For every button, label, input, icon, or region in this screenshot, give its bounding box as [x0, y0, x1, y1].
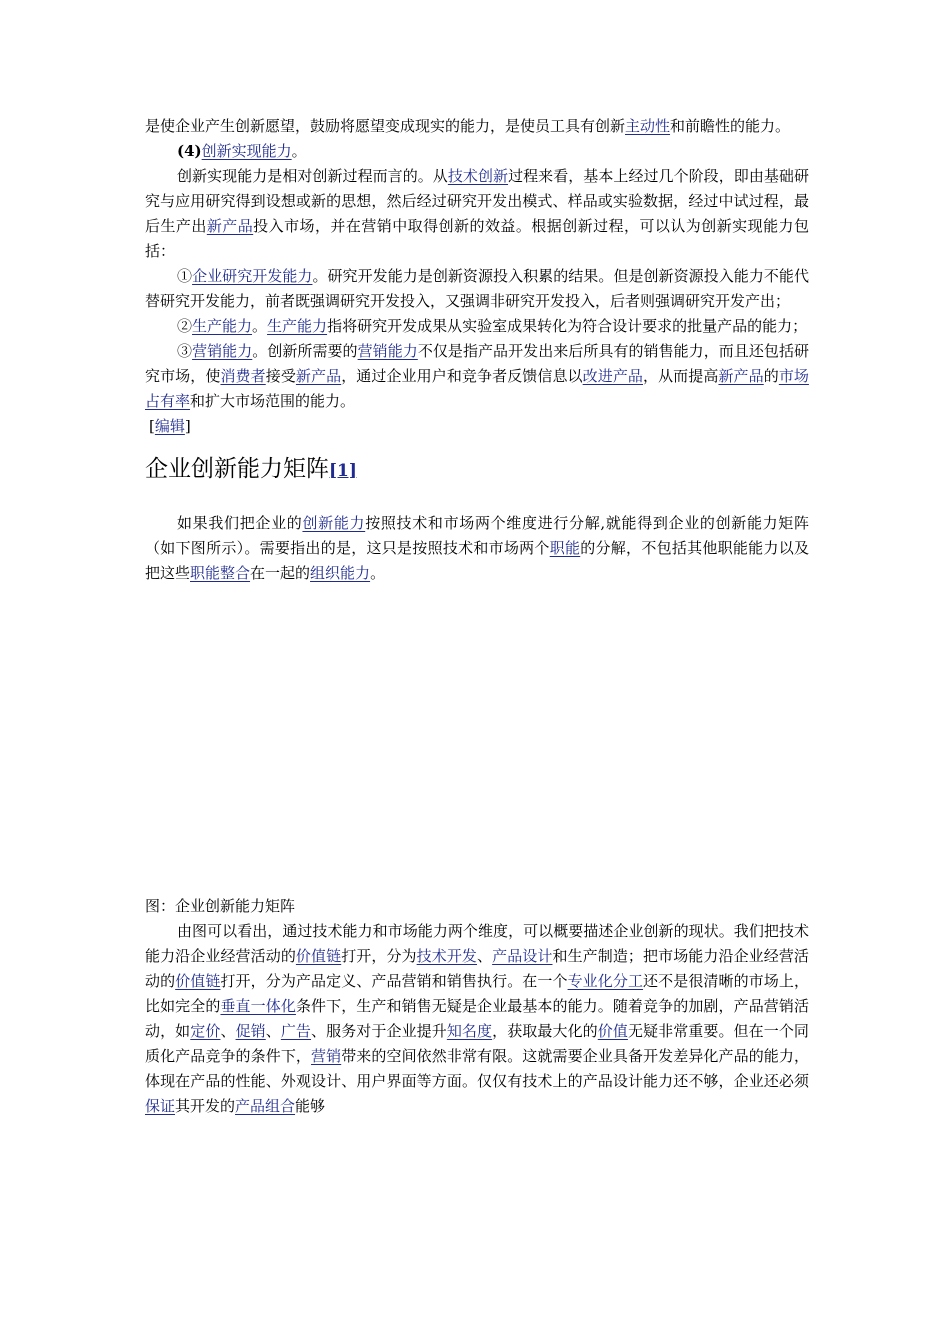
list-item-rd [145, 264, 809, 314]
link-market-share[interactable]: 市场占有率 [145, 367, 809, 410]
bracket: ] [184, 417, 191, 435]
text: 是使企业产生创新愿望，鼓励将愿望变成现实的能力，是使员工具有创新 [145, 117, 626, 135]
link-marketing-capability-2[interactable]: 营销能力 [357, 342, 418, 360]
text: 。 [252, 317, 268, 335]
text: 。创新所需要的 [252, 342, 358, 360]
link-innovation-capability[interactable]: 创新能力 [302, 514, 366, 532]
text: 如果我们把企业的 [177, 514, 303, 532]
text: 打开，分为 [341, 947, 417, 965]
text: 、 [477, 947, 493, 965]
text: 和扩大市场范围的能力。 [190, 392, 356, 410]
text: 其开发的 [175, 1097, 236, 1115]
text: 。 [291, 142, 307, 160]
text: 投入市场，并在营销中取得创新的效益。根据创新过程，可以认为创新实现能力包括： [145, 217, 809, 260]
edit-link[interactable]: 编辑 [154, 417, 185, 435]
text: ，从而提高 [643, 367, 719, 385]
link-improve-product[interactable]: 改进产品 [582, 367, 643, 385]
subheading-innovation-realization [145, 139, 809, 164]
paragraph-intro-tail [145, 114, 809, 139]
text: 带来的空间依然非常有限。这就需要企业具备开发差异化产品的能力，体现在产品的性能、外观设计、用户界面等方面。仅仅有技术上的产品设计能力还不够，企业还必须 [145, 1047, 809, 1090]
text: ，通过企业用户和竞争者反馈信息以 [341, 367, 583, 385]
text: 创新实现能力是相对创新过程而言的。从 [177, 167, 448, 185]
text: 的 [763, 367, 779, 385]
link-new-product-2[interactable]: 新产品 [295, 367, 342, 385]
text: 和前瞻性的能力。 [670, 117, 791, 135]
text: 、服务对于企业提升 [311, 1022, 447, 1040]
link-promotion[interactable]: 促销 [235, 1022, 266, 1040]
link-initiative[interactable]: 主动性 [625, 117, 671, 135]
list-marker: ② [177, 317, 193, 335]
text: 、 [265, 1022, 281, 1040]
edit-section-link [145, 414, 809, 439]
link-vertical-integration[interactable]: 垂直一体化 [220, 997, 296, 1015]
link-marketing[interactable]: 营销 [311, 1047, 342, 1065]
text: 。研究开发能力是创新资源投入积累的结果。但是创新资源投入能力不能代替研究开发能力，前者既强调研究开发投入，又强调非研究开发投入，后者则强调研究开发产出； [145, 267, 809, 310]
link-organization-capability[interactable]: 组织能力 [310, 564, 371, 582]
text: 条件下，生产和销售无疑是企业最基本的能力。随着竞争的加剧，产品营销活动，如 [145, 997, 809, 1040]
list-item-production [145, 314, 809, 339]
text: 还不是很清晰的市场上，比如完全的 [145, 972, 809, 1015]
link-function[interactable]: 职能 [549, 539, 581, 557]
figure-placeholder [145, 586, 809, 894]
list-number: (4) [177, 142, 202, 160]
text: 、 [220, 1022, 236, 1040]
section-title-text: 企业创新能力矩阵 [145, 456, 329, 482]
text: 。 [370, 564, 386, 582]
link-production-capability[interactable]: 生产能力 [192, 317, 253, 335]
link-rd-capability[interactable]: 企业研究开发能力 [192, 267, 313, 285]
link-marketing-capability[interactable]: 营销能力 [192, 342, 253, 360]
link-product-design[interactable]: 产品设计 [492, 947, 553, 965]
link-specialization[interactable]: 专业化分工 [567, 972, 644, 990]
text: 不仅是指产品开发出来后所具有的销售能力，而且还包括研究市场，使 [145, 342, 809, 385]
bracket: [ [149, 417, 155, 435]
link-pricing[interactable]: 定价 [190, 1022, 221, 1040]
text: ，获取最大化的 [492, 1022, 598, 1040]
link-production-capability-2[interactable]: 生产能力 [267, 317, 328, 335]
link-brand-awareness[interactable]: 知名度 [446, 1022, 493, 1040]
text: 打开，分为产品定义、产品营销和销售执行。在一个 [220, 972, 568, 990]
text: 在一起的 [250, 564, 311, 582]
paragraph-matrix-analysis [145, 919, 809, 1119]
text: 和生产制造；把市场能力沿企业经营活动的 [145, 947, 809, 990]
figure-caption: 图：企业创新能力矩阵 [145, 897, 296, 915]
link-value-chain[interactable]: 价值链 [295, 947, 342, 965]
link-innovation-realization[interactable]: 创新实现能力 [201, 142, 292, 160]
list-marker: ③ [177, 342, 193, 360]
link-tech-development[interactable]: 技术开发 [416, 947, 478, 965]
text: 能够 [295, 1097, 326, 1115]
section-title [145, 453, 809, 487]
paragraph-realization [145, 164, 809, 264]
link-value-chain-2[interactable]: 价值链 [175, 972, 221, 990]
link-advertising[interactable]: 广告 [280, 1022, 312, 1040]
link-guarantee[interactable]: 保证 [145, 1097, 176, 1115]
link-consumer[interactable]: 消费者 [220, 367, 266, 385]
text: 接受 [265, 367, 296, 385]
text: 的分解，不包括其他职能能力以及把这些 [145, 539, 809, 582]
link-tech-innovation[interactable]: 技术创新 [447, 167, 509, 185]
list-item-marketing [145, 339, 809, 414]
link-function-integration[interactable]: 职能整合 [190, 564, 251, 582]
document-page [145, 114, 809, 1119]
link-product-portfolio[interactable]: 产品组合 [235, 1097, 296, 1115]
text: 按照技术和市场两个维度进行分解,就能得到企业的创新能力矩阵（如下图所示）。需要指出的是，这只是按照技术和市场两个 [145, 514, 809, 557]
text: 指将研究开发成果从实验室成果转化为符合设计要求的批量产品的能力； [327, 317, 808, 335]
list-marker: ① [177, 267, 193, 285]
reference-link[interactable]: [1] [329, 461, 357, 481]
text: 过程来看，基本上经过几个阶段，即由基础研究与应用研究得到设想或新的思想，然后经过研究开发出模式、样品或实验数据，经过中试过程，最后生产出 [145, 167, 809, 235]
link-new-product-3[interactable]: 新产品 [718, 367, 764, 385]
link-new-product[interactable]: 新产品 [206, 217, 254, 235]
link-value[interactable]: 价值 [597, 1022, 628, 1040]
paragraph-matrix-intro [145, 511, 809, 586]
text: 由图可以看出，通过技术能力和市场能力两个维度，可以概要描述企业创新的现状。我们把技术能力沿企业经营活动的 [145, 922, 809, 965]
text: 无疑非常重要。但在一个同质化产品竞争的条件下， [145, 1022, 809, 1065]
